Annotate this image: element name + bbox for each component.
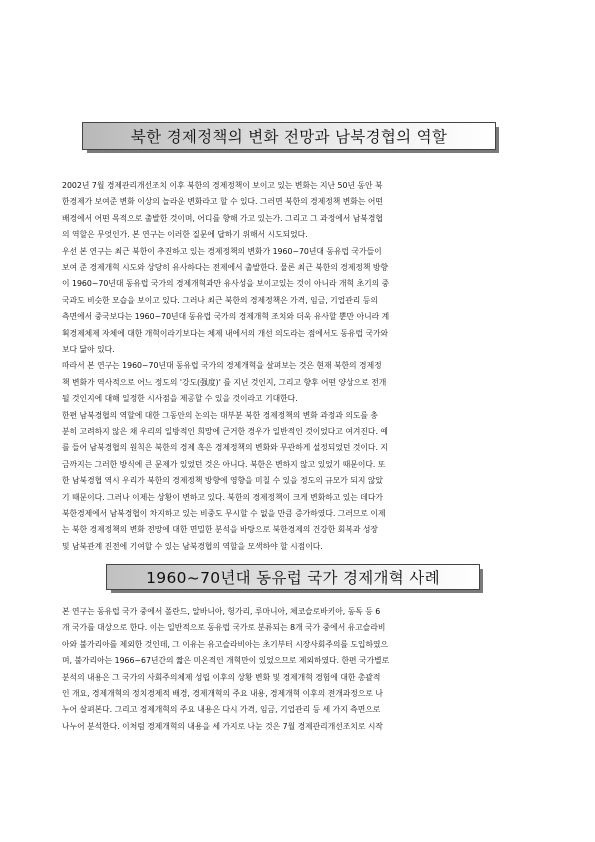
text-line: 의 역할은 무엇인가. 본 연구는 이러한 질문에 답하기 위해서 시도되었다. [62,230,308,240]
text-line: 이 1960~70년대 동유럽 국가의 경제개혁과만 유사성을 보이고있는 것이 아니라 개혁 초기의 중 [62,279,390,289]
text-line: 측면에서 중국보다는 1960~70년대 동유럽 국가의 경제개혁 조치와 더욱 유사할 뿐만 아니라 계 [62,312,390,322]
body-paragraph [62,178,530,244]
text-line: 는 북한 경제정책의 변화 전망에 대한 면밀한 분석을 바탕으로 북한경제의 건강한 회복과 성장 [62,525,378,535]
text-line: 배경에서 어떤 목적으로 출발한 것이며, 어디를 향해 가고 있는가. 그리고 그 과정에서 남북경협 [62,213,383,223]
body-paragraph [62,358,530,407]
text-line: 분히 고려하지 않은 채 우리의 일방적인 희망에 근거한 경우가 일반적인 것이었다고 여겨진다. 예 [62,426,388,436]
text-line: 및 남북관계 진전에 기여할 수 있는 남북경협의 역할을 모색하야 할 시점이다. [62,541,323,551]
text-line: 를 들어 남북경협의 원칙은 북한의 경제 혹은 경제정책의 변화와 무관하게 설정되었던 것이다. 지 [62,443,388,453]
text-line: 보다 닮아 있다. [62,344,115,354]
text-line: 북한경제에서 남북경협이 차지하고 있는 비중도 무시할 수 없을 만큼 증가하였다. 그러므로 이제 [62,508,386,518]
section-heading: 1960~70년대 동유럽 국가 경제개혁 사례 [106,564,480,590]
text-line: 획경제체제 자체에 대한 개혁이라기보다는 체제 내에서의 개선 의도라는 점에서도 동유럽 국가와 [62,328,389,338]
text-line: 국과도 비슷한 모습을 보이고 있다. 그러나 최근 북한의 경제정책은 가격, 임금, 기업관리 등의 [62,295,378,305]
section-heading-banner [106,564,486,594]
text-line: 금까지는 그러한 방식에 큰 문제가 있었던 것은 아니다. 북한은 변하지 않고 있었기 때문이다. 또 [62,459,386,469]
text-line: 따라서 본 연구는 1960~70년대 동유럽 국가의 경제개혁을 살펴보는 것은 현재 북한의 경제정 [62,361,382,371]
text-line: 보여 준 경제개혁 시도와 상당히 유사하다는 전제에서 출발한다. 물론 최근 북한의 경제정책 방향 [62,262,388,272]
text-line: 며, 불가리아는 1966~67년간의 짧은 미온적인 개혁만이 있었으므로 제외하였다. 한편 국가별로 [62,656,390,666]
body-paragraph [62,244,530,359]
text-line: 나누어 분석한다. 이처럼 경제개혁의 내용을 세 가지로 나눈 것은 7월 경제관리개선조치로 시작 [62,721,383,731]
text-line: 우선 본 연구는 최근 북한이 추진하고 있는 경제정책의 변화가 1960~70년대 동유럽 국가들이 [62,246,382,256]
text-line: 누어 살펴본다. 그리고 경제개혁의 주요 내용은 다시 가격, 임금, 기업관리 등 세 가지 측면으로 [62,705,381,715]
text-line: 될 것인지에 대해 일정한 시사점을 제공할 수 있을 것이라고 기대한다. [62,394,298,404]
text-line: 책 변화가 역사적으로 어느 정도의 '강도(强度)' 를 지닌 것인지, 그리고 향후 어떤 양상으로 전개 [62,377,387,387]
text-line: 본 연구는 동유럽 국가 중에서 폴란드, 알바니아, 헝가리, 루마니아, 체코슬로바키아, 동독 등 6 [62,607,381,616]
body-paragraph [62,604,530,735]
text-line: 한경제가 보여준 변화 이상의 놀라운 변화라고 할 수 있다. 그러면 북한의 경제정책 변화는 어떤 [62,197,383,207]
text-line: 기 때문이다. 그러나 이제는 상황이 변하고 있다. 북한의 경제정책이 크게 변화하고 있는 데다가 [62,492,383,502]
text-line: 개 국가를 대상으로 한다. 이는 일반적으로 동유럽 국가로 분류되는 8개 국가 중에서 유고슬라비 [62,623,386,633]
text-line: 분석의 내용은 그 국가의 사회주의체제 성립 이후의 상황 변화 및 경제개혁 경험에 대한 총괄적 [62,672,381,682]
section-heading: 북한 경제정책의 변화 전망과 남북경협의 역할 [82,122,496,150]
text-line: 인 개요, 경제개혁의 정치경제적 배경, 경제개혁의 주요 내용, 경제개혁 이후의 전개과정으로 나 [62,688,383,698]
text-line: 2002년 7월 경제관리개선조치 이후 북한의 경제정책이 보이고 있는 변화는 지난 50년 동안 북 [62,181,383,190]
body-paragraph [62,408,530,556]
text-line: 한편 남북경협의 역할에 대한 그동안의 논의는 대부분 북한 경제정책의 변화 과정과 의도를 충 [62,410,378,420]
text-line: 한 남북경협 역시 우리가 북한의 경제정책 방향에 영향을 미칠 수 있을 정도의 규모가 되지 않았 [62,476,383,486]
text-line: 아와 불가리아를 제외한 것인데, 그 이유는 유고슬라비아는 초기부터 시장사회주의를 도입하였으 [62,639,389,649]
section-heading-banner [82,122,502,154]
